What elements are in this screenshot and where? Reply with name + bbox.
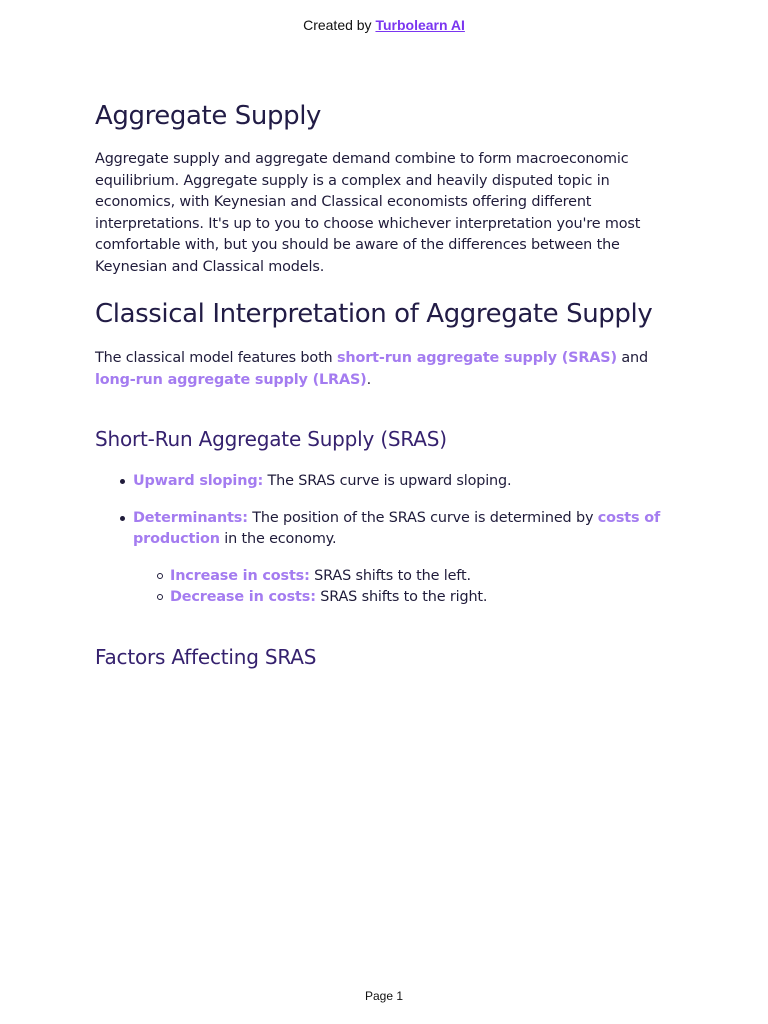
- intro-paragraph: Aggregate supply and aggregate demand combine to form macroeconomic equilibrium. Aggregate supply is a complex and heavily disputed topic in economics, with Keynesian and Classical economists offering different interpretations. It's up to you to choose whichever interpretation you're most comfortable with, but you should be aware of the differences between the Keynesian and Classical models.: [95, 151, 641, 275]
- classical-heading: Classical Interpretation of Aggregate Supply: [95, 299, 653, 329]
- classical-intro-and: and: [616, 350, 648, 366]
- bullet-label: Upward sloping:: [133, 473, 264, 489]
- list-item: [133, 471, 675, 493]
- sub-bullet-label: Increase in costs:: [170, 567, 310, 584]
- sub-bullet-label: Decrease in costs:: [170, 589, 316, 605]
- lras-term: long-run aggregate supply (LRAS): [95, 371, 367, 388]
- bullet-text: The SRAS curve is upward sloping.: [263, 473, 512, 489]
- classical-intro-period: .: [366, 371, 372, 388]
- bullet-label: Determinants:: [133, 509, 248, 526]
- factors-heading: Factors Affecting SRAS: [95, 644, 317, 669]
- sub-bullet-text: SRAS shifts to the left.: [309, 567, 471, 584]
- sub-bullet-text: SRAS shifts to the right.: [315, 589, 488, 605]
- header-prefix: Created by: [303, 17, 376, 33]
- sras-sub-list: [133, 566, 675, 609]
- page-title: Aggregate Supply: [95, 101, 322, 131]
- bullet-text-end: in the economy.: [219, 531, 337, 547]
- sras-bullet-list: [95, 471, 675, 609]
- turbolearn-link[interactable]: Turbolearn AI: [375, 17, 465, 33]
- bullet-text: The position of the SRAS curve is determined by: [247, 509, 598, 526]
- list-item: [170, 587, 675, 609]
- classical-intro: [95, 348, 675, 391]
- costs-of-production-term: costs of production: [133, 509, 661, 547]
- page-header: [0, 17, 768, 33]
- list-item: [170, 566, 675, 588]
- list-item: [133, 508, 675, 609]
- sras-heading: Short-Run Aggregate Supply (SRAS): [95, 427, 447, 451]
- classical-intro-text: The classical model features both: [95, 350, 337, 366]
- page-number: Page 1: [364, 989, 404, 1003]
- sras-term: short-run aggregate supply (SRAS): [336, 350, 617, 366]
- document-body: [95, 98, 675, 671]
